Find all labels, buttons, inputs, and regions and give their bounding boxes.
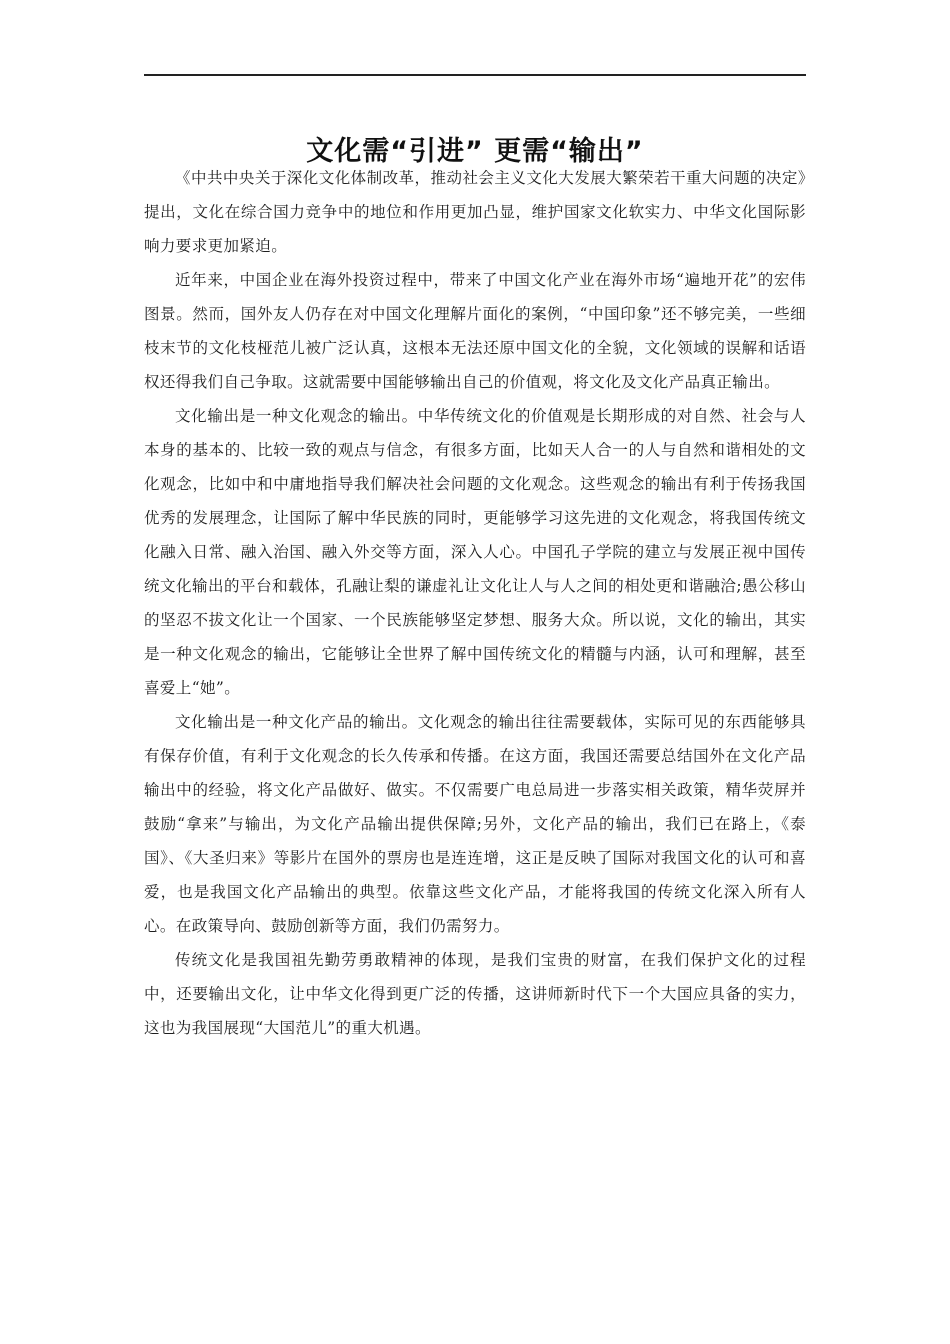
paragraph: 近年来，中国企业在海外投资过程中，带来了中国文化产业在海外市场“遍地开花”的宏伟图景。然而，国外友人仍存在对中国文化理解片面化的案例，“中国印象”还不够完美，一些细枝末节的文化枝桠范儿被广泛认真，这根本无法还原中国文化的全貌，文化领域的误解和话语权还得我们自己争取。这就需要中国能够输出自己的价值观，将文化及文化产品真正输出。	[144, 271, 806, 391]
page-title: 文化需“引进” 更需“输出”	[306, 136, 644, 168]
article-body	[144, 161, 806, 1045]
paragraph: 《中共中央关于深化文化体制改革，推动社会主义文化大发展大繁荣若干重大问题的决定》提出，文化在综合国力竞争中的地位和作用更加凸显，维护国家文化软实力、中华文化国际影响力要求更加紧迫。	[144, 169, 806, 255]
paragraph: 文化输出是一种文化产品的输出。文化观念的输出往往需要载体，实际可见的东西能够具有保存价值，有利于文化观念的长久传承和传播。在这方面，我国还需要总结国外在文化产品输出中的经验，将文化产品做好、做实。不仅需要广电总局进一步落实相关政策，精华荧屏并鼓励“拿来”与输出，为文化产品输出提供保障;另外，文化产品的输出，我们已在路上，《泰国》、《大圣归来》等影片在国外的票房也是连连增，这正是反映了国际对我国文化的认可和喜爱，也是我国文化产品输出的典型。依靠这些文化产品，才能将我国的传统文化深入所有人心。在政策导向、鼓励创新等方面，我们仍需努力。	[144, 713, 806, 935]
header-rule	[144, 74, 806, 76]
paragraph: 传统文化是我国祖先勤劳勇敢精神的体现，是我们宝贵的财富，在我们保护文化的过程中，还要输出文化，让中华文化得到更广泛的传播，这讲师新时代下一个大国应具备的实力，这也为我国展现“大国范儿”的重大机遇。	[144, 951, 806, 1037]
paragraph: 文化输出是一种文化观念的输出。中华传统文化的价值观是长期形成的对自然、社会与人本身的基本的、比较一致的观点与信念，有很多方面，比如天人合一的人与自然和谐相处的文化观念，比如中和中庸地指导我们解决社会问题的文化观念。这些观念的输出有利于传扬我国优秀的发展理念，让国际了解中华民族的同时，更能够学习这先进的文化观念，将我国传统文化融入日常、融入治国、融入外交等方面，深入人心。中国孔子学院的建立与发展正视中国传统文化输出的平台和载体，孔融让梨的谦虚礼让文化让人与人之间的相处更和谐融洽;愚公移山的坚忍不拔文化让一个国家、一个民族能够坚定梦想、服务大众。所以说，文化的输出，其实是一种文化观念的输出，它能够让全世界了解中国传统文化的精髓与内涵，认可和理解，甚至喜爱上“她”。	[144, 407, 806, 697]
